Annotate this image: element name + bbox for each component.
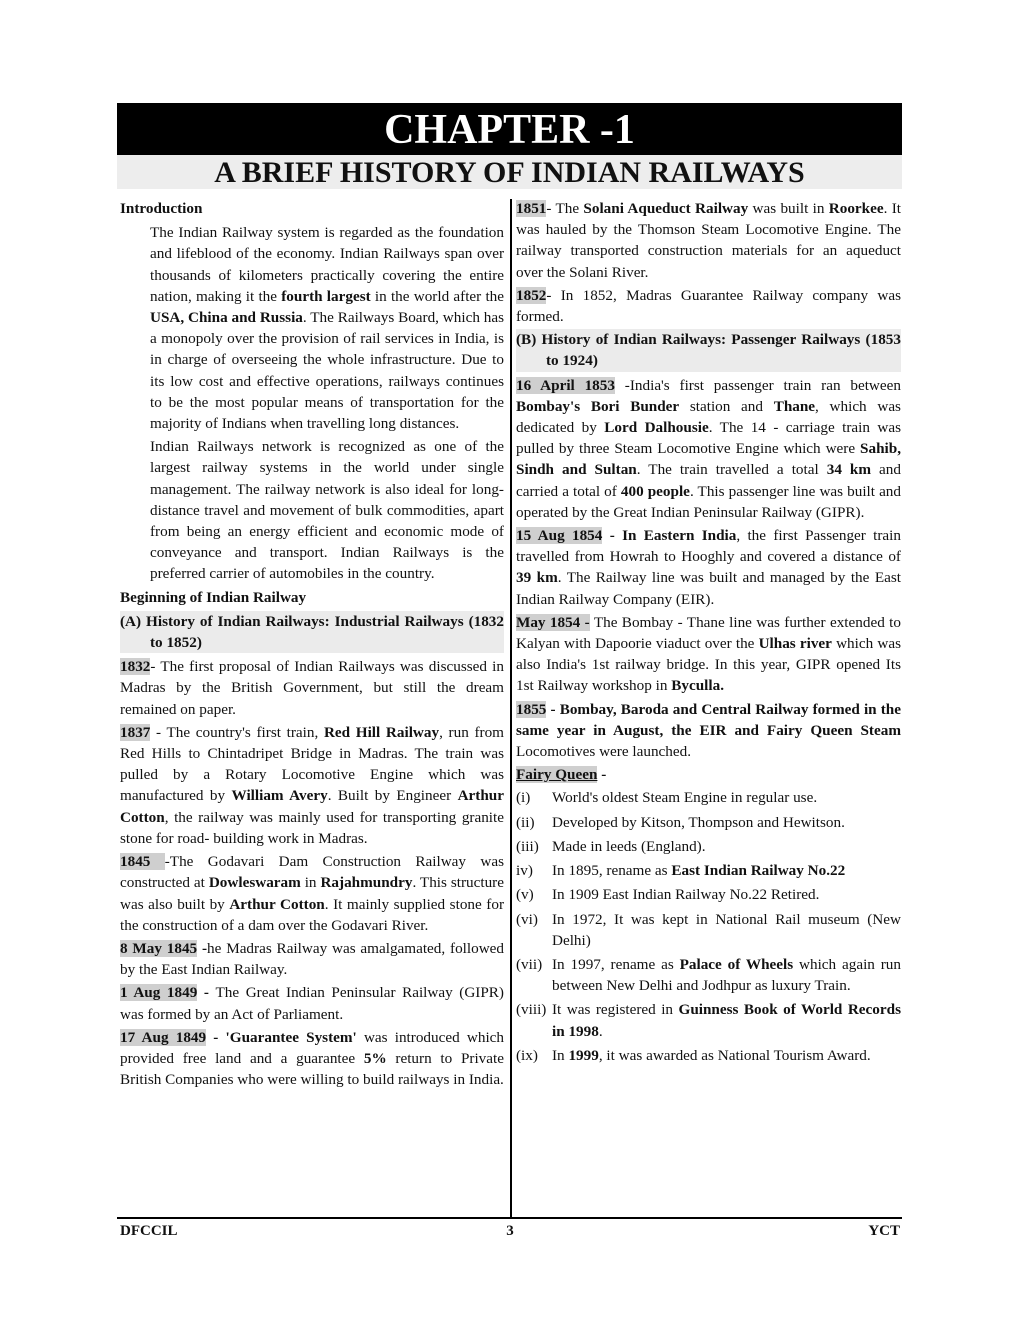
section-heading-introduction: Introduction [120, 200, 203, 217]
section-a-heading: (A) History of Indian Railways: Industrial Railways (1832 to 1852) [120, 611, 504, 653]
footer-left-label: DFCCIL [120, 1223, 178, 1239]
intro-paragraph-2: Indian Railways network is recognized as one of the largest railway systems in the world under single management. The railway network is also ideal for long-distance travel and movement of bulk commodities, apart from being an energy efficient and economic mode of conveyance and transport. Indian Railways is the preferred carrier of automobiles in the country. [150, 438, 504, 583]
date-badge: 1832 [120, 658, 151, 676]
page-number: 3 [506, 1223, 514, 1239]
fairy-queen-list [516, 787, 901, 1065]
date-badge: 1852 [516, 286, 547, 304]
date-badge: 1 Aug 1849 [120, 984, 198, 1002]
entry-1851: 1851- The Solani Aqueduct Railway was built in Roorkee. It was hauled by the Thomson Steam Locomotive Engine. The railway transported construction materials for an aqueduct over the Solani River. [516, 200, 902, 281]
entry-1-aug-1849: 1 Aug 1849 - The Great Indian Peninsular Railway (GIPR) was formed by an Act of Parliament. [120, 984, 504, 1023]
entry-15-aug-1854: 15 Aug 1854 - In Eastern India, the first Passenger train travelled from Howrah to Hooghly and covered a distance of 39 km. The Railway line was built and managed by the East Indian Railway Company (EIR). [516, 527, 901, 608]
right-column [516, 198, 901, 1069]
list-item: (viii) It was registered in Guinness Book of World Records in 1998. [516, 1001, 901, 1040]
list-item: (i) World's oldest Steam Engine in regular use. [516, 789, 818, 807]
entry-16-april-1853: 16 April 1853 -India's first passenger train ran between Bombay's Bori Bunder station and Thane, which was dedicated by Lord Dalhousie. The 14 - carriage train was pulled by three Steam Locomotive Engine which were Sahib, Sindh and Sultan. The train travelled a total 34 km and carried a total of 400 people. This passenger line was built and operated by the Great Indian Peninsular Railway (GIPR). [516, 376, 901, 521]
list-item: (iii) Made in leeds (England). [516, 837, 706, 855]
left-column [120, 198, 504, 1092]
intro-paragraph-1: The Indian Railway system is regarded as the foundation and lifeblood of the economy. Indian Railways span over thousands of kilometers practically covering the entire nation, making it the fourth largest in the world after the USA, China and Russia. The Railways Board, which has a monopoly over the provision of rail services in India, is in charge of overseeing the whole infrastructure. Due to its low cost and effective operations, railways continues to be the most popular means of transportation for the majority of Indians when travelling long distances. [150, 224, 505, 433]
date-badge: 1855 [516, 700, 547, 718]
list-item: iv) In 1895, rename as East Indian Railway No.22 [516, 862, 846, 880]
fairy-queen-heading: Fairy Queen - [516, 766, 607, 784]
date-badge: May 1854 - [516, 613, 590, 631]
footer-rule [117, 1217, 902, 1219]
date-badge: 1837 [120, 723, 151, 741]
chapter-subtitle: A BRIEF HISTORY OF INDIAN RAILWAYS [117, 155, 902, 189]
date-badge: 16 April 1853 [516, 376, 615, 394]
date-badge: 1851 [516, 200, 547, 217]
entry-1855: 1855 - Bombay, Baroda and Central Railway formed in the same year in August, the EIR and Fairy Queen Steam Locomotives were launched. [516, 700, 901, 761]
date-badge: 1845 [120, 853, 165, 871]
list-item: (vi) In 1972, It was kept in National Rail museum (New Delhi) [516, 910, 901, 949]
entry-17-aug-1849: 17 Aug 1849 - 'Guarantee System' was introduced which provided free land and a guarantee 5% return to Private British Companies who were willing to build railways in India. [120, 1028, 504, 1089]
list-item: (vii) In 1997, rename as Palace of Wheels which again run between New Delhi and Jodhpur as luxury Train. [516, 955, 901, 995]
date-badge: 17 Aug 1849 [120, 1028, 207, 1046]
entry-1837: 1837 - The country's first train, Red Hill Railway, run from Red Hills to Chintadripet Bridge in Madras. The train was pulled by a Rotary Locomotive Engine which was manufactured by William Avery. Built by Engineer Arthur Cotton, the railway was mainly used for transporting granite stone for road- building work in Madras. [120, 723, 504, 847]
list-item: (v) In 1909 East Indian Railway No.22 Retired. [516, 886, 820, 904]
entry-1832: 1832- The first proposal of Indian Railways was discussed in Madras by the British Government, but still the dream remained on paper. [120, 658, 504, 718]
entry-1852: 1852- In 1852, Madras Guarantee Railway company was formed. [516, 286, 901, 326]
list-item: (ii) Developed by Kitson, Thompson and Hewitson. [516, 813, 845, 831]
section-b-heading: (B) History of Indian Railways: Passenger Railways (1853 to 1924) [516, 329, 901, 371]
entry-8-may-1845: 8 May 1845 -he Madras Railway was amalgamated, followed by the East Indian Railway. [120, 939, 504, 979]
column-divider [510, 199, 512, 1217]
section-heading-beginning: Beginning of Indian Railway [120, 588, 307, 606]
entry-1845: 1845 -The Godavari Dam Construction Railway was constructed at Dowleswaram in Rajahmundry. This structure was also built by Arthur Cotton. It mainly supplied stone for the construction of a dam over the Godavari River. [120, 853, 505, 934]
chapter-title: CHAPTER -1 [117, 103, 902, 155]
entry-may-1854: May 1854 - The Bombay - Thane line was further extended to Kalyan with Dapoorie viaduct over the Ulhas river which was also India's 1st railway bridge. In this year, GIPR opened Its 1st Railway workshop in Byculla. [516, 613, 901, 695]
list-item: (ix) In 1999, it was awarded as National Tourism Award. [516, 1046, 871, 1064]
date-badge: 8 May 1845 [120, 939, 198, 957]
date-badge: 15 Aug 1854 [516, 527, 603, 545]
footer-right-label: YCT [868, 1223, 900, 1239]
